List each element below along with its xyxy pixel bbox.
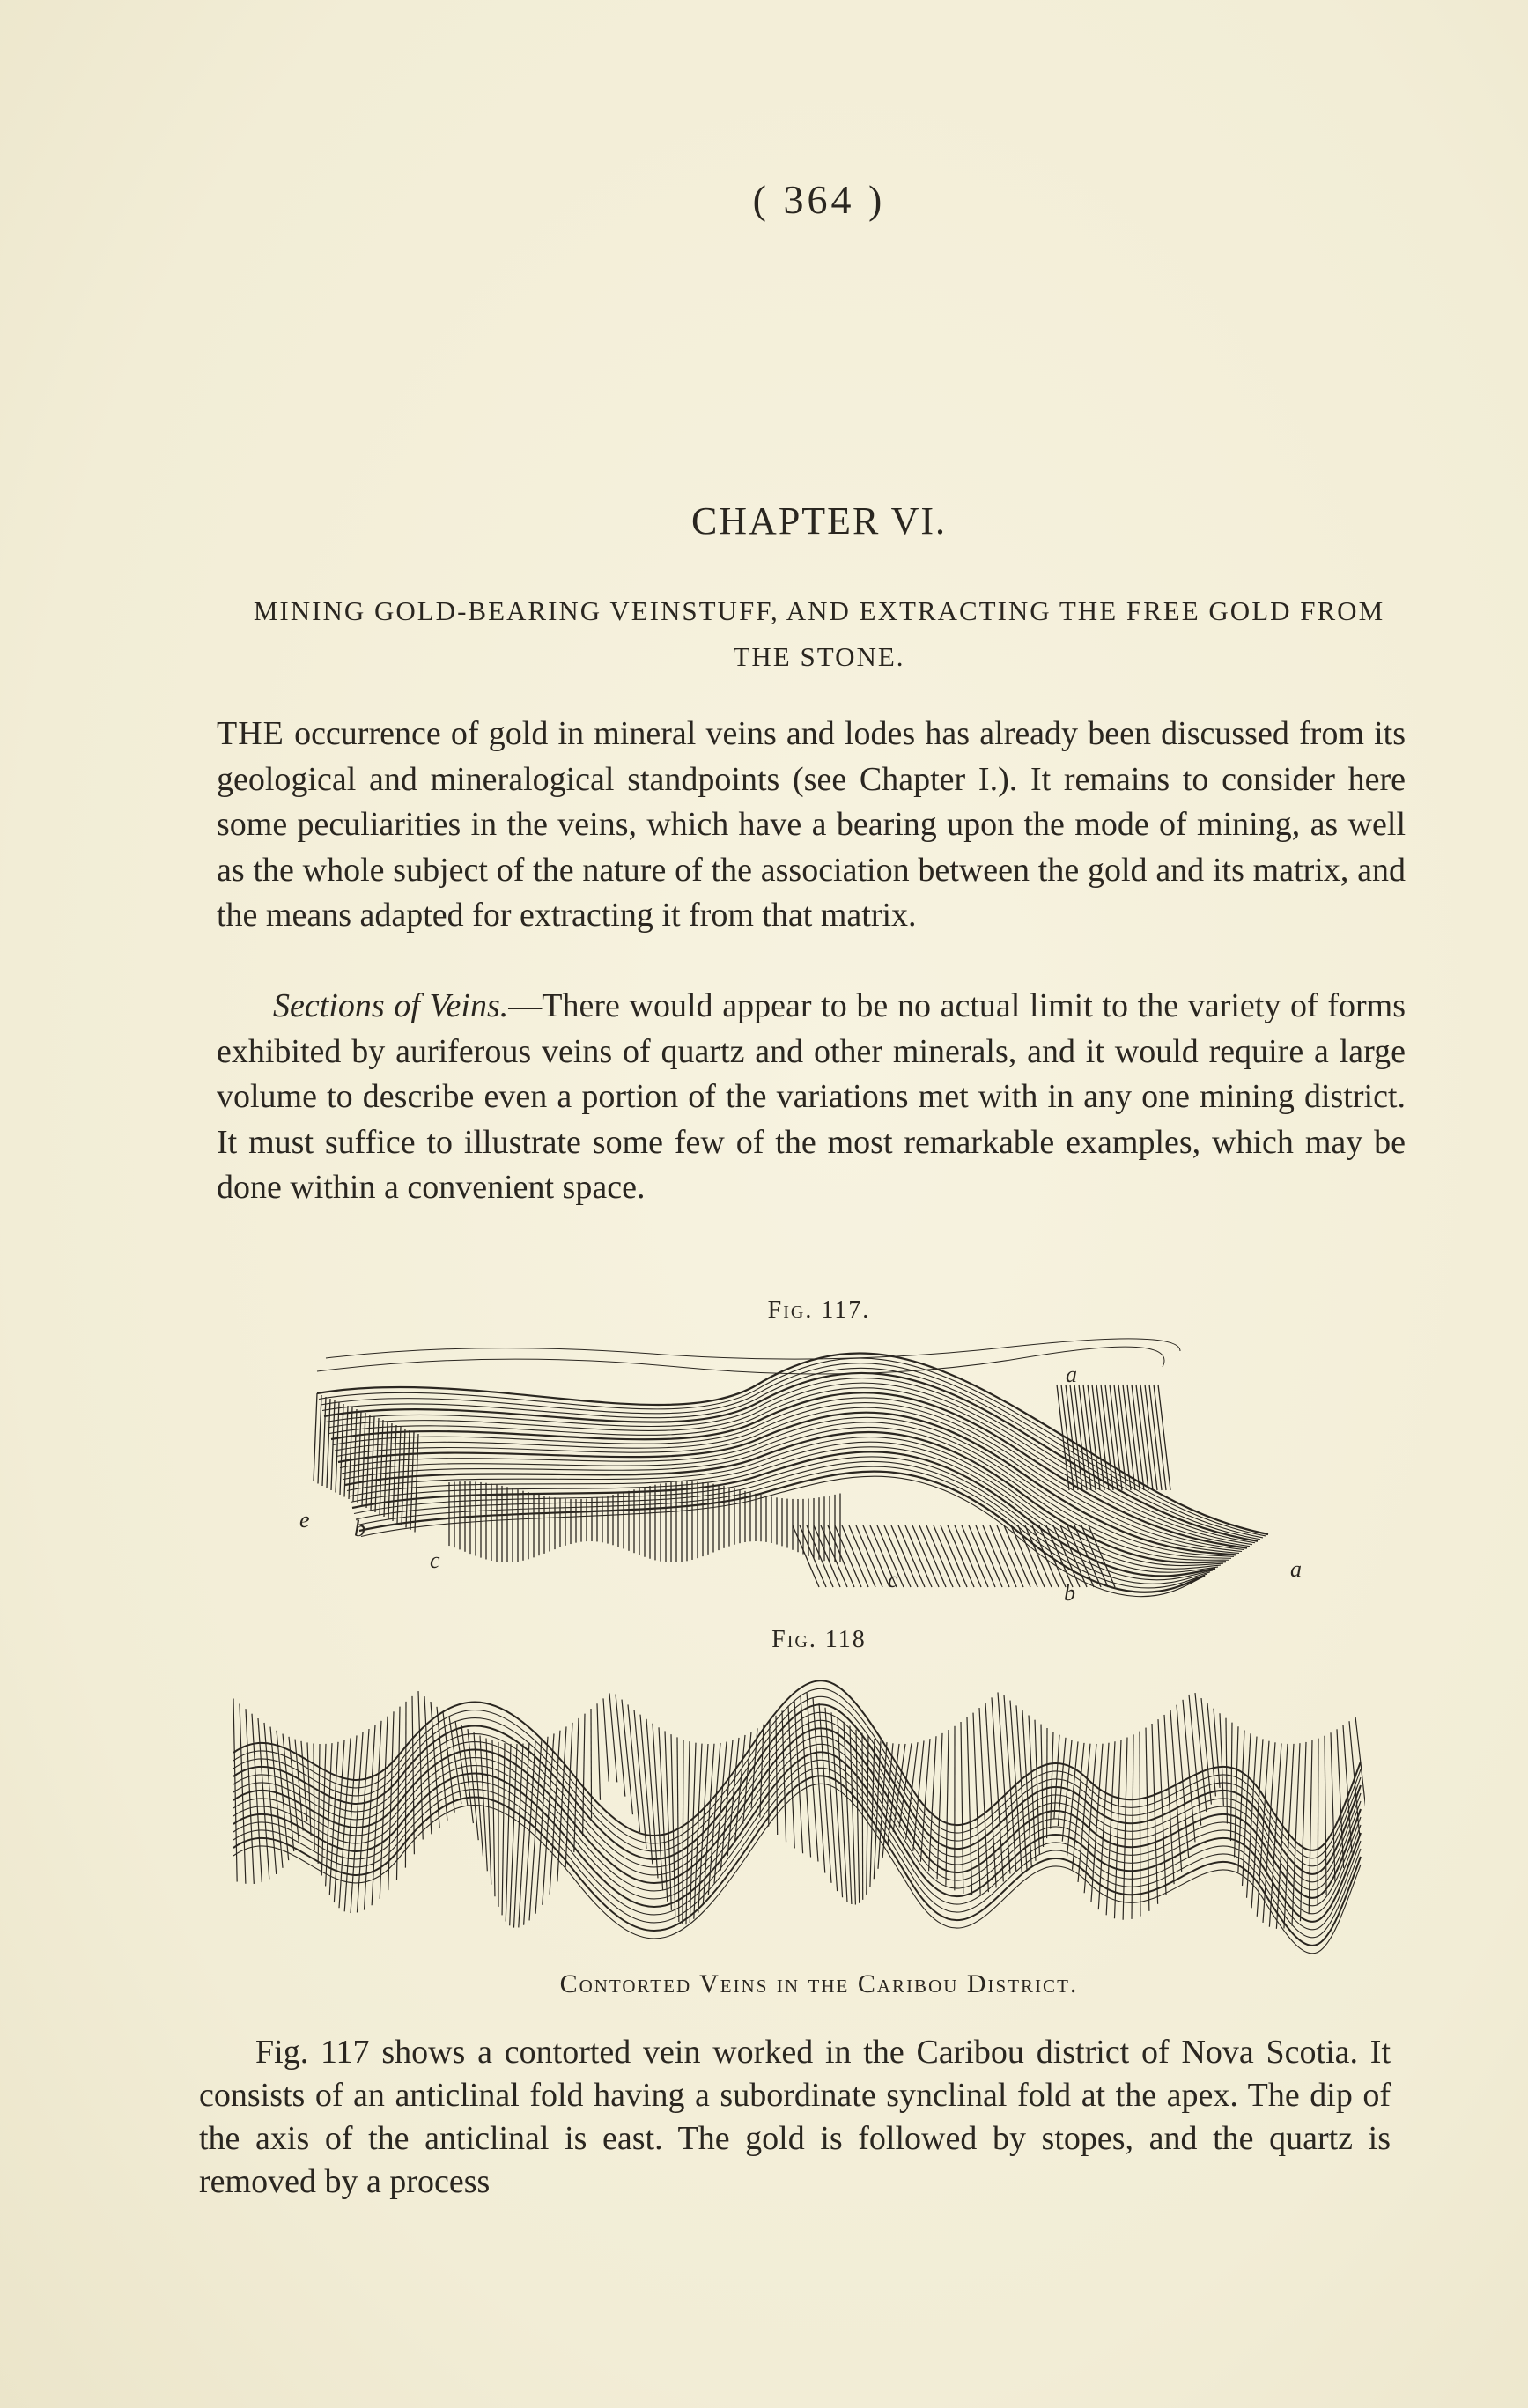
engraving-hatch (1098, 1743, 1109, 1909)
engraving-hatch (353, 1409, 357, 1502)
engraving-hatch (1011, 1525, 1037, 1587)
engraving-hatch (1004, 1525, 1030, 1587)
engraving-hatch (800, 1525, 826, 1587)
engraving-hatch (856, 1525, 882, 1587)
engraving-hatch (969, 1525, 995, 1587)
engraving-hatch (898, 1525, 925, 1587)
engraving-hatch (1331, 1732, 1335, 1882)
engraving-hatch (396, 1707, 400, 1880)
engraving-hatch (358, 1411, 361, 1503)
figure-118-illustration (225, 1656, 1365, 1960)
engraving-hatch (1292, 1743, 1300, 1925)
engraving-hatch (318, 1395, 321, 1484)
engraving-hatch (990, 1525, 1016, 1587)
engraving-hatch (362, 1413, 365, 1506)
fig117-letter-c-right: c (888, 1567, 898, 1592)
engraving-hatch (905, 1525, 932, 1587)
engraving-hatch (870, 1739, 875, 1887)
page-number: ( 364 ) (752, 177, 886, 222)
engraving-hatch (934, 1525, 960, 1587)
engraving-hatch (814, 1525, 840, 1587)
engraving-hatch (941, 1525, 967, 1587)
engraving-hatch (863, 1525, 889, 1587)
engraving-hatch (397, 1427, 401, 1524)
engraving-hatch (1078, 1744, 1090, 1882)
engraving-hatch (842, 1525, 868, 1587)
paragraph-sections-of-veins (217, 984, 1406, 1211)
engraving-hatch (686, 1741, 690, 1924)
engraving-hatch (893, 1744, 905, 1832)
engraving-hatch (926, 1525, 953, 1587)
fig117-letter-c-left: c (430, 1547, 440, 1573)
engraving-hatch (967, 1717, 972, 1895)
engraving-hatch (412, 1696, 414, 1854)
engraving-hatch (634, 1710, 646, 1849)
engraving-hatch (334, 1740, 344, 1902)
engraving-hatch (344, 1735, 357, 1911)
engraving-hatch (794, 1701, 803, 1853)
engraving-hatch (502, 1743, 505, 1915)
engraving-hatch (813, 1697, 825, 1873)
engraving-hatch (665, 1731, 671, 1909)
engraving-hatch (1035, 1720, 1039, 1855)
engraving-hatch (574, 1718, 579, 1852)
fig117-letter-a-top: a (1066, 1362, 1077, 1387)
paragraph-fig117-description: Fig. 117 shows a contorted vein worked in the Caribou district of Nova Scotia. It consists of an anticlinal fold having a subordinate synclinal fold at the apex. The dip of the axis of the anticlinal is east. The gold is followed by stopes, and the quartz is removed by a process (199, 2034, 1391, 2200)
engraving-hatch (849, 1525, 875, 1587)
engraving-hatch (735, 1735, 745, 1841)
engraving-hatch (622, 1700, 632, 1815)
engraving-hatch (336, 1402, 339, 1493)
engraving-hatch (506, 1744, 511, 1922)
engraving-hatch (307, 1742, 311, 1836)
engraving-hatch (524, 1741, 535, 1925)
paragraph-intro (217, 712, 1406, 939)
engraving-hatch (591, 1709, 592, 1818)
engraving-hatch (1183, 1700, 1195, 1843)
paragraph-sections-text: —There would appear to be no actual limit to the variety of forms exhibited by auriferous veins of quartz and other minerals, and it would require a large volume to describe even a portion of the variations met with in any one mining district. It must suffice to illustrate some few of the most remarkable examples, which may be done within a convenient space. (217, 987, 1406, 1206)
engraving-hatch (825, 1708, 838, 1891)
engraving-hatch (703, 1744, 714, 1905)
engraving-hatch (937, 1733, 942, 1880)
engraving-hatch (831, 1712, 843, 1897)
engraving-hatch (388, 1423, 392, 1519)
engraving-hatch (1132, 1734, 1133, 1919)
engraving-hatch (1263, 1742, 1275, 1923)
paragraph-intro-text: occurrence of gold in mineral veins and lodes has already been discussed from its geological and mineralogical standpoints (see Chapter I.). It remains to consider here some peculiarities in the veins, which have a bearing upon the mode of mining, as well as the whole subject of the nature of the association between the gold and its matrix, and the means adapted for extracting it from that matrix. (217, 715, 1406, 934)
engraving-hatch (349, 1407, 352, 1499)
engraving-hatch (1269, 1743, 1281, 1926)
engraving-hatch (983, 1525, 1009, 1587)
fig117-letter-a-right: a (1290, 1556, 1302, 1582)
engraving-hatch (653, 1724, 663, 1891)
engraving-hatch (410, 1432, 414, 1530)
engraving-hatch (835, 1525, 861, 1587)
engraving-hatch (671, 1734, 675, 1917)
engraving-hatch (919, 1525, 946, 1587)
engraving-hatch (1051, 1732, 1053, 1828)
engraving-hatch (1220, 1713, 1223, 1806)
engraving-hatch (946, 1730, 949, 1886)
engraving-hatch (468, 1729, 478, 1840)
engraving-stroke (317, 1347, 1164, 1374)
engraving-hatch (646, 1719, 658, 1879)
engraving-hatch (514, 1743, 523, 1927)
engraving-hatch (1325, 1736, 1326, 1895)
engraving-hatch (1146, 1728, 1149, 1911)
engraving-hatch (1067, 1525, 1094, 1587)
engraving-hatch (1309, 1740, 1312, 1914)
chapter-title: CHAPTER VI. (690, 499, 948, 543)
engraving-hatch (628, 1704, 640, 1832)
engraving-hatch (1177, 1705, 1189, 1858)
engraving-hatch (714, 1742, 727, 1884)
engraving-hatch (1084, 1744, 1096, 1893)
chapter-subtitle: MINING GOLD-BEARING VEINSTUFF, AND EXTRACTING THE FREE GOLD FROM THE STONE. (253, 595, 1385, 672)
section-heading: Sections of Veins. (273, 987, 509, 1024)
engraving-hatch (1152, 1724, 1158, 1904)
engraving-hatch (1060, 1525, 1087, 1587)
engraving-hatch (1032, 1525, 1059, 1587)
engraving-stroke (233, 1784, 1361, 1954)
figure-117-illustration (299, 1332, 1312, 1614)
fig117-letter-b-right: b (1064, 1580, 1075, 1606)
engraving-hatch (1016, 1705, 1027, 1869)
engraving-hatch (357, 1729, 369, 1912)
engraving-hatch (480, 1736, 487, 1872)
engraving-hatch (1010, 1701, 1022, 1872)
fig117-letter-e-left: e (299, 1507, 310, 1533)
engraving-hatch (769, 1720, 770, 1827)
engraving-hatch (406, 1430, 410, 1528)
figure-117-svg (299, 1332, 1312, 1614)
engraving-hatch (529, 1740, 542, 1921)
engraving-hatch (948, 1525, 974, 1587)
figure-118-label: Fig. 118 (771, 1626, 867, 1653)
engraving-hatch (708, 1743, 720, 1895)
engraving-hatch (351, 1732, 363, 1913)
engraving-hatch (597, 1703, 600, 1799)
engraving-hatch (1025, 1525, 1052, 1587)
paragraph-lead-word: THE (217, 715, 284, 752)
engraving-hatch (1041, 1725, 1044, 1847)
engraving-hatch (1123, 1737, 1127, 1919)
engraving-hatch (828, 1525, 854, 1587)
engraving-hatch (929, 1736, 936, 1871)
engraving-hatch (1226, 1718, 1227, 1824)
engraving-hatch (318, 1744, 320, 1864)
engraving-hatch (365, 1725, 375, 1910)
engraving-hatch (962, 1525, 988, 1587)
engraving-hatch (997, 1525, 1023, 1587)
engraving-hatch (1054, 1735, 1059, 1819)
engraving-hatch (609, 1693, 617, 1782)
engraving-hatch (1039, 1525, 1066, 1587)
engraving-hatch (912, 1525, 939, 1587)
figure-118-svg (225, 1656, 1365, 1960)
figure-caption: Contorted Veins in the Caribou District. (559, 1969, 1079, 1998)
engraving-hatch (603, 1698, 609, 1781)
engraving-hatch (976, 1525, 1002, 1587)
engraving-hatch (543, 1733, 554, 1904)
engraving-hatch (1189, 1695, 1201, 1826)
engraving-hatch (314, 1393, 317, 1481)
engraving-hatch (405, 1702, 406, 1868)
engraving-hatch (1195, 1693, 1207, 1812)
engraving-hatch (492, 1740, 495, 1896)
engraving-hatch (793, 1525, 819, 1587)
engraving-hatch (1018, 1525, 1045, 1587)
engraving-hatch (961, 1722, 963, 1894)
engraving-hatch (720, 1740, 733, 1871)
engraving-hatch (1201, 1698, 1211, 1804)
engraving-hatch (583, 1714, 585, 1836)
engraving-stroke (356, 1461, 1210, 1584)
engraving-hatch (375, 1418, 379, 1512)
engraving-hatch (437, 1707, 447, 1821)
engraving-hatch (327, 1399, 330, 1488)
engraving-stroke (326, 1339, 1180, 1359)
fig117-letter-b-left: b (354, 1516, 365, 1541)
engraving-hatch (862, 1733, 863, 1900)
engraving-hatch (955, 1525, 981, 1587)
engraving-hatch (1158, 1719, 1166, 1895)
figure-117-label: Fig. 117. (767, 1296, 871, 1324)
